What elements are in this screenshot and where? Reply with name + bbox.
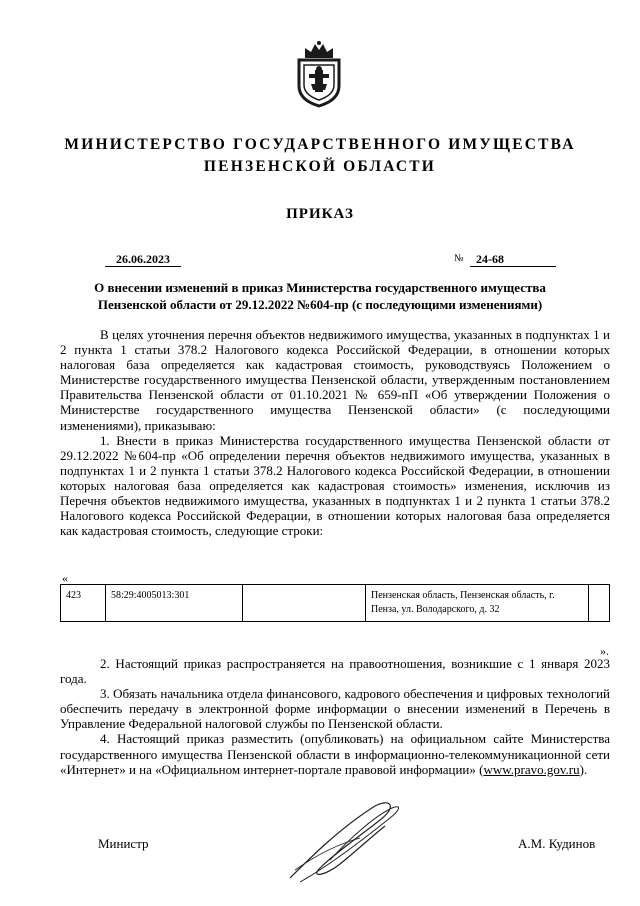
excluded-objects-table [60, 584, 610, 622]
table-cell-empty-last [589, 585, 610, 622]
coat-of-arms-icon [291, 40, 347, 108]
table-cell-address: Пензенская область, Пензенская область, г. Пенза, ул. Володарского, д. 32 [366, 585, 589, 622]
item-3-paragraph: 3. Обязать начальника отдела финансового, кадрового обеспечения и цифровых технологий обеспечить передачу в электронной форме информации о внесении изменений в Перечень в Управление Федеральной налоговой службы по Пензенской области. [60, 686, 610, 732]
table-cell-row-number: 423 [61, 585, 106, 622]
subject-line-2: Пензенской области от 29.12.2022 №604-пр (с последующими изменениями) [97, 297, 543, 312]
table-cell-cadastral-number: 58:29:4005013:301 [106, 585, 243, 622]
order-number: 24-68 [470, 252, 556, 267]
handwritten-signature [280, 798, 410, 888]
ministry-title-line2: ПЕНЗЕНСКОЙ ОБЛАСТИ [203, 158, 437, 175]
item-1-paragraph: 1. Внести в приказ Министерства государственного имущества Пензенской области от 29.12.2022 №604-пр «Об определении перечня объектов недвижимого имущества, указанных в подпунктах 1 и 2 пункта 1 статьи 378.2 Налогового кодекса Российской Федерации, в отношении которых налоговая база определяется как кадастровая стоимость» изменения, исключив из Перечня объектов недвижимого имущества, указанных в подпунктах 1 и 2 пункта 1 статьи 378.2 Налогового кодекса Российской Федерации, в отношении которых налоговая база определяется как кадастровая стоимость, следующие строки: [60, 432, 610, 539]
item-4-end: ). [579, 761, 588, 777]
quote-open: « [62, 571, 68, 585]
item-2-paragraph: 2. Настоящий приказ распространяется на правоотношения, возникшие с 1 января 2023 года. [60, 656, 610, 687]
order-subject [70, 279, 570, 313]
table-row [61, 585, 610, 622]
signatory-position: Министр [98, 836, 149, 851]
item-4-paragraph [60, 731, 610, 776]
item-4-text: 4. Настоящий приказ разместить (опубликовать) на официальном сайте Министерства государственного имущества Пензенской области в информационно-телекоммуникационной сети «Интернет» и на «Официальном интернет-портале правовой информации» ( [60, 731, 610, 777]
order-body-part2 [60, 656, 610, 777]
number-sign: № [454, 253, 464, 264]
pravo-gov-link[interactable]: www.pravo.gov.ru [483, 761, 580, 777]
subject-line-1: О внесении изменений в приказ Министерства государственного имущества [94, 280, 546, 295]
document-type: ПРИКАЗ [286, 206, 354, 222]
table-cell-empty [243, 585, 366, 622]
signatory-name: А.М. Кудинов [518, 836, 596, 851]
order-date: 26.06.2023 [105, 252, 181, 267]
order-body-part1 [60, 327, 610, 538]
ministry-title-line1: МИНИСТЕРСТВО ГОСУДАРСТВЕННОГО ИМУЩЕСТВА [64, 136, 576, 153]
quote-close: ». [600, 644, 609, 658]
preamble-paragraph: В целях уточнения перечня объектов недвижимого имущества, указанных в подпунктах 1 и 2 пункта 1 статьи 378.2 Налогового кодекса Российской Федерации, в отношении которых налоговая база определяется как кадастровая стоимость, руководствуясь Положением о Министерстве государственного имущества Пензенской области, утвержденным постановлением Правительства Пензенской области от 01.10.2021 № 659-пП «Об утверждении Положения о Министерстве государственного имущества Пензенской области» (с последующими изменениями), приказываю: [60, 327, 610, 433]
